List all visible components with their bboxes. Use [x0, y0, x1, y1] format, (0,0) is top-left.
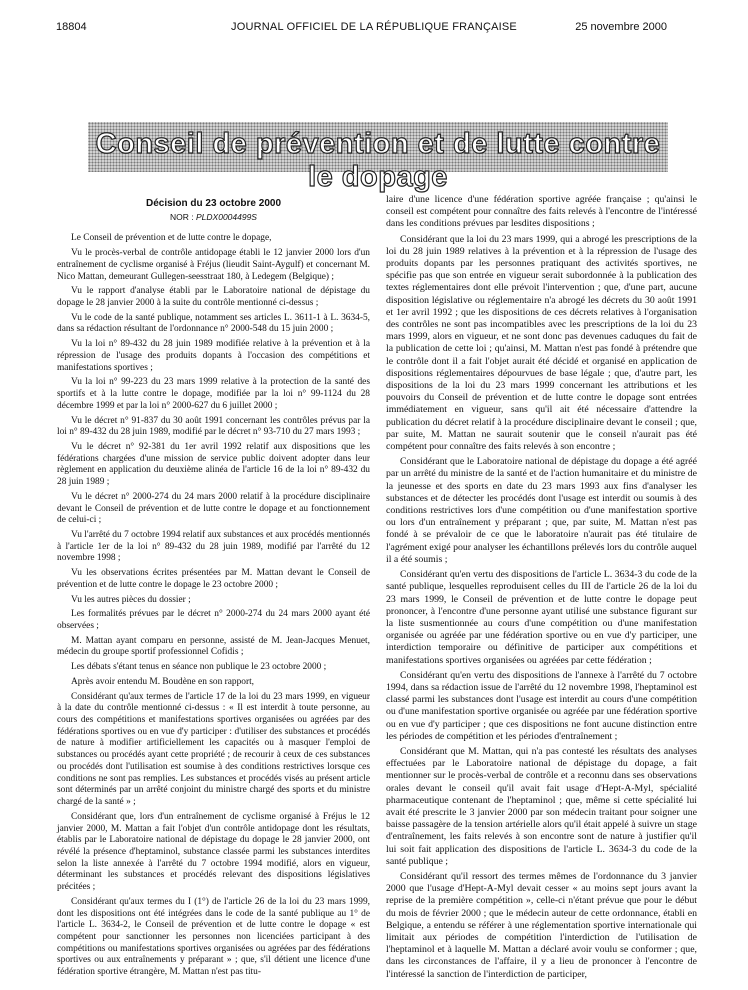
- right-paragraphs: [386, 194, 697, 981]
- nor-label: NOR :: [170, 211, 194, 222]
- right-column: [386, 194, 697, 984]
- paragraph: Le Conseil de prévention et de lutte contre le dopage,: [71, 233, 272, 244]
- paragraph: Vu la loi n° 99-223 du 23 mars 1999 relative à la protection de la santé des sportifs et à la lutte contre le dopage, modifiée par la loi n° 99-1124 du 28 décembre 1999 et par la loi n° 2000-627 du 6 juillet 2000 ;: [57, 377, 370, 411]
- paragraph: Vu le code de la santé publique, notamment ses articles L. 3611-1 à L. 3634-5, dans sa rédaction résultant de l'ordonnance n° 2000-548 du 15 juin 2000 ;: [57, 312, 370, 335]
- paragraph: Considérant qu'en vertu des dispositions de l'annexe à l'arrêté du 7 octobre 1994, dans sa rédaction issue de l'arrêté du 12 novembre 1998, l'heptaminol est classé parmi les substances dont l'usage est interdit au cours d'une compétition ou d'une manifestation sportive organisée ou agréée par une fédération sportive ou en vue d'y participer ; que ces dispositions ne font aucune distinction entre les périodes de compétition et les périodes d'entraînement ;: [386, 669, 697, 742]
- paragraph: laire d'une licence d'une fédération sportive agréée française ; qu'ainsi le conseil est compétent pour connaître des faits relevés à l'encontre de l'intéressé dans les conditions prévues par lesdites dispositions ;: [386, 194, 697, 230]
- paragraph: Considérant qu'il ressort des termes mêmes de l'ordonnance du 3 janvier 2000 que l'usage d'Hept-A-Myl devait cesser « au moins sept jours avant la reprise de la première compétition », celle-ci n'étant prévue que pour le début du mois de février 2000 ; que le médecin auteur de cette ordonnance, établi en Belgique, a entendu se référer à une réglementation sportive internationale qui limitait aux périodes de compétition l'interdiction de l'utilisation de l'heptaminol et à laquelle M. Mattan a déclaré avoir voulu se conformer ; que, dans les circonstances de l'affaire, il y a lieu de prononcer à l'encontre de l'intéressé la sanction de l'interdiction de participer,: [386, 870, 697, 980]
- page-number: 18804: [56, 21, 87, 33]
- page-header: [0, 12, 748, 46]
- decision-title: Décision du 23 octobre 2000: [145, 198, 282, 209]
- paragraph: Considérant que, lors d'un entraînement de cyclisme organisé à Fréjus le 12 janvier 2000, M. Mattan a fait l'objet d'un contrôle antidopage dont les résultats, établis par le Laboratoire national de dépistage du dopage le 28 janvier 2000, ont révélé la présence d'heptaminol, substance classée parmi les substances interdites selon la liste annexée à l'arrêté du 7 octobre 1994 modifié, alors en vigueur, déterminant les substances et procédés relevant des dispositions législatives précitées ;: [57, 811, 370, 893]
- paragraph: Considérant que le Laboratoire national de dépistage du dopage a été agréé par un arrêté du ministre de la santé et de l'action humanitaire et du ministre de la jeunesse et des sports en date du 23 mars 1993 aux fins d'analyser les substances et de détecter les procédés dont l'usage est interdit ou soumis à des conditions restrictives lors d'une compétition ou d'une manifestation sportive ou lors d'un entraînement y préparant ; que, par suite, M. Mattan n'est pas fondé à se prévaloir de ce que le laboratoire n'aurait pas été titulaire de l'agrément exigé pour analyser les échantillons prélevés lors du contrôle auquel il a été soumis ;: [386, 456, 697, 565]
- paragraph: Vu les observations écrites présentées par M. Mattan devant le Conseil de prévention et de lutte contre le dopage le 23 octobre 2000 ;: [57, 568, 370, 590]
- paragraph: Vu l'arrêté du 7 octobre 1994 relatif aux substances et aux procédés mentionnés à l'article 1er de la loi n° 89-432 du 28 juin 1989, modifié par l'arrêté du 12 novembre 1998 ;: [57, 529, 370, 564]
- paragraph: Considérant que M. Mattan, qui n'a pas contesté les résultats des analyses effectuées par le Laboratoire national de dépistage du dopage, a fait mentionner sur le procès-verbal de contrôle et a reconnu dans ses observations orales devant le conseil qu'il avait fait usage d'Hept-A-Myl, spécialité pharmaceutique contenant de l'heptaminol ; que, même si cette spécialité lui avait été prescrite le 3 janvier 2000 par son médecin traitant pour soigner une baisse passagère de la tension artérielle alors qu'il était appelé à suivre un stage d'entraînement, les faits relevés à son encontre sont de nature à justifier qu'il lui soit fait application des dispositions de l'article L. 3634-3 du code de la santé publique ;: [386, 745, 697, 867]
- left-paragraphs: [57, 233, 370, 978]
- paragraph: Vu le procès-verbal de contrôle antidopage établi le 12 janvier 2000 lors d'un entraînement de cyclisme organisé à Fréjus (lieudit Saint-Aygulf) et concernant M. Nico Mattan, demeurant Gullegen-seesstraat 180, à Ledegem (Belgique) ;: [57, 248, 370, 282]
- nor-code: PLDX0004499S: [196, 211, 257, 222]
- paragraph: Considérant que la loi du 23 mars 1999, qui a abrogé les prescriptions de la loi du 28 juin 1989 relatives à la prévention et à la répression de l'usage des produits dopants par les personnes pratiquant des activités sportives, ne spécifie pas que son entrée en vigueur serait subordonnée à la publication des textes réglementaires dont elle prévoit l'intervention ; que, d'une part, aucune disposition législative ou réglementaire n'a abrogé les décrets du 30 août 1991 et 1er avril 1992 ; que les dispositions de ces décrets relatives à l'organisation des contrôles ne sont pas incompatibles avec les prescriptions de la loi du 23 mars 1999, alors en vigueur, et ne sont donc pas devenues caduques du fait de la publication de cette loi ; qu'ainsi, M. Mattan n'est pas fondé à prétendre que le contrôle dont il a fait l'objet aurait été décidé et organisé en application de dispositions réglementaires dépourvues de base légale ; que, d'autre part, les dispositions de la loi du 23 mars 1999 concernant les attributions et les pouvoirs du Conseil de prévention et de lutte contre le dopage sont entrées immédiatement en vigueur, sans qu'il ait été nécessaire d'attendre la publication du décret relatif à la procédure disciplinaire devant le conseil ; que, par suite, M. Mattan ne saurait soutenir que le conseil n'aurait pas été compétent pour connaître des faits relevés à son encontre ;: [386, 233, 697, 453]
- paragraph: Les formalités prévues par le décret n° 2000-274 du 24 mars 2000 ayant été observées ;: [57, 609, 370, 631]
- section-banner: [88, 122, 668, 193]
- left-column: [57, 198, 370, 982]
- paragraph: Considérant qu'aux termes de l'article 17 de la loi du 23 mars 1999, en vigueur à la date du contrôle mentionné ci-dessus : « Il est interdit à toute personne, au cours des compétitions et manifestations sportives organisées ou agréées par des fédérations sportives ou en vue d'y participer : d'utiliser des substances et procédés de nature à modifier artificiellement les capacités ou à masquer l'emploi de substances ou procédés ayant cette propriété ; de recourir à ceux de ces substances ou procédés dont l'utilisation est soumise à des conditions restrictives lorsque ces conditions ne sont pas remplies. Les substances et procédés visés au présent article sont déterminés par un arrêté conjoint du ministre chargé des sports et du ministre chargé de la santé » ;: [57, 691, 370, 808]
- paragraph: Les débats s'étant tenus en séance non publique le 23 octobre 2000 ;: [71, 662, 327, 673]
- section-title: Conseil de prévention et de lutte contre le dopage: [95, 128, 661, 193]
- paragraph: Après avoir entendu M. Boudène en son rapport,: [71, 676, 255, 687]
- paragraph: Considérant qu'en vertu des dispositions de l'article L. 3634-3 du code de la santé publique, lesquelles reproduisent celles du III de l'article 26 de la loi du 23 mars 1999, le Conseil de prévention et de lutte contre le dopage peut prononcer, à l'encontre d'une personne ayant utilisé une substance figurant sur la liste susmentionnée au cours d'une compétition ou d'une manifestation organisée ou agréée par une fédération sportive ou en vue d'y participer, une interdiction temporaire ou définitive de participer aux compétitions et manifestations sportives organisées ou agréées par cette fédération ;: [386, 569, 697, 666]
- nor-reference: [57, 212, 370, 224]
- paragraph: Vu la loi n° 89-432 du 28 juin 1989 modifiée relative à la prévention et à la répression de l'usage des produits dopants à l'occasion des compétitions et manifestations sportives ;: [57, 339, 370, 373]
- paragraph: Vu le décret n° 91-837 du 30 août 1991 concernant les contrôles prévus par la loi n° 89-432 du 28 juin 1989, modifié par le décret n° 93-710 du 27 mars 1993 ;: [57, 415, 370, 438]
- paragraph: Vu le décret n° 92-381 du 1er avril 1992 relatif aux dispositions que les fédérations chargées d'une mission de service public doivent adopter dans leur règlement en application du deuxième alinéa de l'article 16 de la loi n° 89-432 du 28 juin 1989 ;: [57, 441, 370, 488]
- paragraph: Vu le décret n° 2000-274 du 24 mars 2000 relatif à la procédure disciplinaire devant le Conseil de prévention et de lutte contre le dopage et au fonctionnement de celui-ci ;: [57, 491, 370, 526]
- paragraph: M. Mattan ayant comparu en personne, assisté de M. Jean-Jacques Menuet, médecin du groupe sportif professionnel Cofidis ;: [57, 635, 370, 658]
- paragraph: Vu les autres pièces du dossier ;: [71, 594, 191, 605]
- paragraph: Considérant qu'aux termes du I (1°) de l'article 26 de la loi du 23 mars 1999, dont les dispositions ont été intégrées dans le code de la santé publique au 1° de l'article L. 3634-2, le Conseil de prévention et de lutte contre le dopage « est compétent pour sanctionner les personnes non licenciées participant à des compétitions ou manifestations sportives organisées ou agréées par des fédérations sportives ou aux entraînements y préparant » ; que, s'il détient une licence d'une fédération sportive étrangère, M. Mattan n'est pas titu-: [57, 896, 370, 978]
- journal-title: JOURNAL OFFICIEL DE LA RÉPUBLIQUE FRANÇAISE: [231, 21, 517, 33]
- issue-date: 25 novembre 2000: [575, 21, 667, 33]
- paragraph: Vu le rapport d'analyse établi par le Laboratoire national de dépistage du dopage le 28 janvier 2000 à la suite du contrôle mentionné ci-dessus ;: [57, 286, 370, 309]
